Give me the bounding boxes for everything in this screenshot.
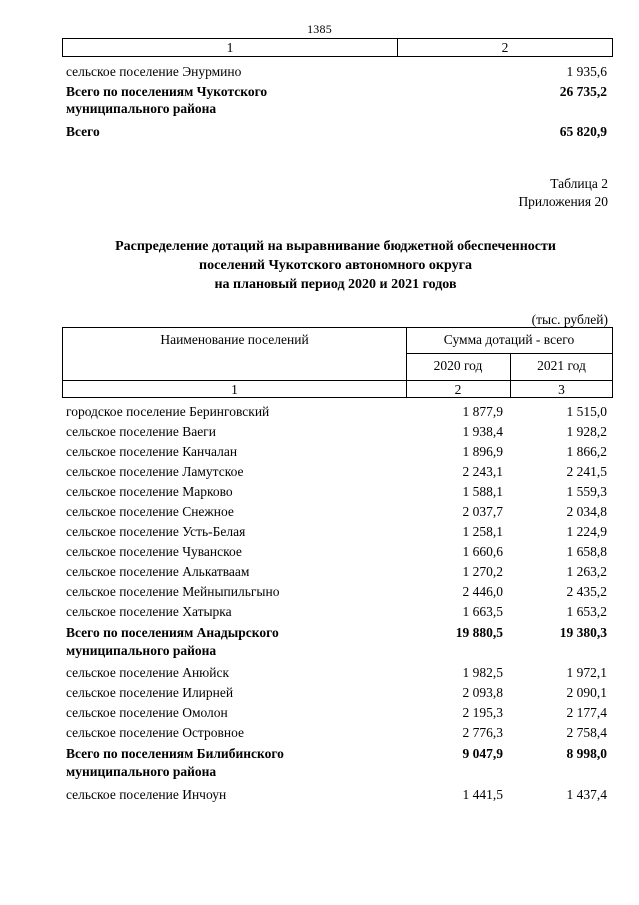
row-value-2020: 2 093,8: [462, 685, 503, 700]
row-name: сельское поселение Энурмино: [66, 64, 242, 79]
row-value-2021: 2 758,4: [566, 725, 607, 740]
row-name: Всего по поселениям Чукотского муниципального района: [66, 84, 268, 116]
row-value-2021: 1 972,1: [566, 665, 607, 680]
row-name: сельское поселение Омолон: [66, 705, 228, 720]
row-value-2020: 1 982,5: [462, 665, 503, 680]
title-line-3: на плановый период 2020 и 2021 годов: [214, 277, 457, 292]
row-value-2021: 1 224,9: [566, 524, 607, 539]
row-name: городское поселение Беринговский: [66, 404, 270, 419]
row-value-2020: 2 243,1: [462, 464, 503, 479]
row-value-2020: 1 588,1: [462, 484, 503, 499]
row-name: Всего: [66, 124, 100, 139]
row-name: сельское поселение Илирней: [66, 685, 234, 700]
row-name: сельское поселение Чуванское: [66, 544, 242, 559]
row-name: сельское поселение Анюйск: [66, 665, 230, 680]
header-total-sum: Сумма дотаций - всего: [406, 328, 612, 354]
row-value-2020: 1 441,5: [462, 787, 503, 802]
row-name: сельское поселение Алькатваам: [66, 564, 250, 579]
row-name: сельское поселение Инчоун: [66, 787, 227, 802]
header-year-2020: 2020 год: [406, 353, 511, 380]
row-value-2021: 2 177,4: [566, 705, 607, 720]
row-name: сельское поселение Островное: [66, 725, 245, 740]
row-value-2021: 2 241,5: [566, 464, 607, 479]
row-value-2020: 2 037,7: [462, 504, 503, 519]
row-name: сельское поселение Ваеги: [66, 424, 216, 439]
page-title: [60, 237, 611, 294]
row-value-2021: 1 263,2: [566, 564, 607, 579]
row-value-2021: 1 653,2: [566, 604, 607, 619]
header-col-num-3: 3: [558, 382, 565, 397]
header-settlement-name: Наименование поселений: [63, 328, 407, 380]
row-value-2020: 9 047,9: [462, 746, 503, 761]
row-value-2020: 1 258,1: [462, 524, 503, 539]
row-value-2021: 1 515,0: [566, 404, 607, 419]
row-value-2020: 1 270,2: [462, 564, 503, 579]
table-ref-line-2: Приложения 20: [518, 194, 608, 209]
row-value-2021: 8 998,0: [566, 746, 607, 761]
row-name: сельское поселение Усть-Белая: [66, 524, 246, 539]
main-table-header: [62, 327, 613, 398]
page-number: 1385: [307, 22, 332, 36]
row-value-2021: 2 435,2: [566, 584, 607, 599]
row-value-2021: 2 034,8: [566, 504, 607, 519]
row-value-2021: 2 090,1: [566, 685, 607, 700]
row-value-2020: 2 776,3: [462, 725, 503, 740]
row-value: 1 935,6: [566, 64, 607, 79]
row-name: сельское поселение Хатырка: [66, 604, 232, 619]
header-column-numbers: [63, 380, 612, 398]
top-table-col-2: 2: [501, 40, 509, 55]
row-name: сельское поселение Марково: [66, 484, 233, 499]
row-value-2021: 1 658,8: [566, 544, 607, 559]
row-name: сельское поселение Канчалан: [66, 444, 238, 459]
row-value-2021: 1 437,4: [566, 787, 607, 802]
row-value-2020: 2 446,0: [462, 584, 503, 599]
units-label: (тыс. рублей): [531, 312, 608, 327]
top-table-col-1: 1: [63, 39, 398, 56]
row-value-2021: 19 380,3: [559, 625, 607, 640]
header-col-num-2: 2: [406, 381, 511, 398]
row-value: 26 735,2: [559, 84, 607, 99]
row-name: Всего по поселениям Анадырского муниципального района: [66, 625, 279, 658]
row-name: сельское поселение Ламутское: [66, 464, 244, 479]
row-value-2020: 19 880,5: [455, 625, 503, 640]
row-name: Всего по поселениям Билибинского муниципального района: [66, 746, 284, 779]
title-line-1: Распределение дотаций на выравнивание бюджетной обеспеченности: [115, 239, 556, 254]
row-value-2021: 1 928,2: [566, 424, 607, 439]
row-value: 65 820,9: [559, 124, 607, 139]
row-value-2020: 1 663,5: [462, 604, 503, 619]
header-col-num-1: 1: [63, 381, 407, 398]
row-name: сельское поселение Мейныпильгыно: [66, 584, 280, 599]
header-year-2021: 2021 год: [537, 358, 586, 373]
row-value-2020: 1 877,9: [462, 404, 503, 419]
table-ref-line-1: Таблица 2: [550, 176, 608, 191]
row-value-2021: 1 866,2: [566, 444, 607, 459]
title-line-2: поселений Чукотского автономного округа: [199, 258, 472, 273]
row-value-2020: 1 896,9: [462, 444, 503, 459]
top-table-header: [62, 38, 613, 57]
row-name: сельское поселение Снежное: [66, 504, 234, 519]
row-value-2021: 1 559,3: [566, 484, 607, 499]
row-value-2020: 1 938,4: [462, 424, 503, 439]
row-value-2020: 2 195,3: [462, 705, 503, 720]
row-value-2020: 1 660,6: [462, 544, 503, 559]
